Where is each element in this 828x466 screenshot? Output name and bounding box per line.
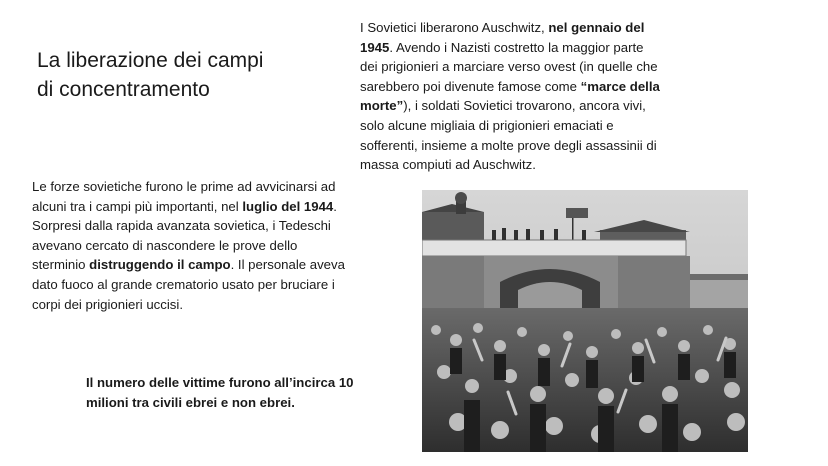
text-run: . Il personale aveva dato fuoco al grande crematorio usato per bruciare i corpi dei prigionieri uccisi. bbox=[32, 257, 345, 312]
text-run: Le forze sovietiche furono le prime ad avvicinarsi ad alcuni tra i campi più importanti, nel bbox=[32, 179, 336, 214]
slide-title: La liberazione dei campi di concentramento bbox=[37, 49, 264, 101]
bold-run: distruggendo il campo bbox=[89, 257, 231, 273]
text-run: . Avendo i Nazisti costretto la maggior parte dei prigionieri a marciare verso ovest (in quelle che sarebbero poi divenute famose come bbox=[360, 39, 658, 94]
camp-liberation-photo bbox=[422, 190, 748, 452]
bold-run: nel gennaio del 1945 bbox=[360, 20, 645, 55]
bold-run: “marce della morte” bbox=[360, 78, 660, 114]
text-run: . Sorpresi dalla rapida avanzata sovietica, i Tedeschi avevano cercato di nascondere le prove dello sterminio bbox=[32, 198, 337, 273]
text-run: I Sovietici liberarono Auschwitz, bbox=[360, 20, 549, 35]
liberation-auschwitz-paragraph bbox=[360, 18, 660, 175]
text-run: ), i soldati Sovietici trovarono, ancora vivi, solo alcune migliaia di prigionieri emaciati e sofferenti, insieme a molte prove degli assassinii di massa compiuti ad Auschwitz. bbox=[360, 98, 657, 173]
soviet-advance-paragraph bbox=[32, 177, 348, 314]
victims-note: Il numero delle vittime furono all’incirca 10 milioni tra civili ebrei e non ebrei. bbox=[86, 375, 354, 410]
bold-run: luglio del 1944 bbox=[242, 198, 334, 214]
